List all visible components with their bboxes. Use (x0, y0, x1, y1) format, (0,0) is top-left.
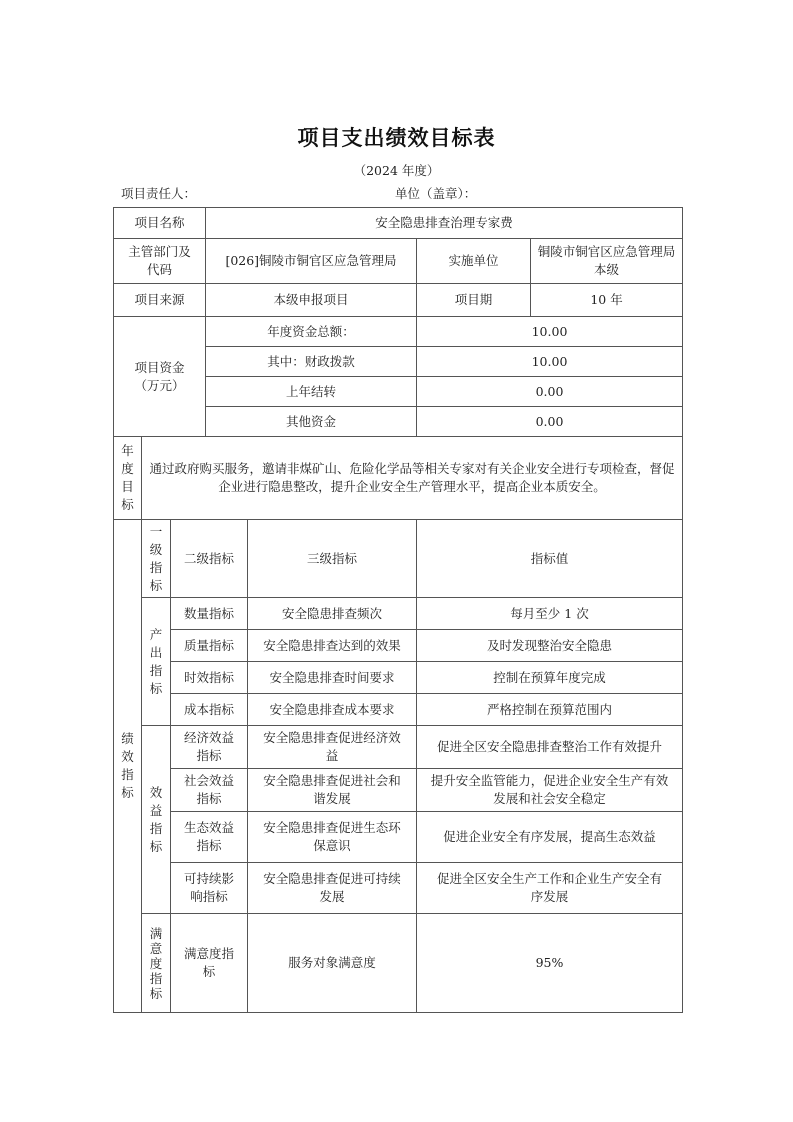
label-char: 指 (149, 662, 163, 678)
label-char: 标 (149, 985, 163, 1001)
performance-target-table (113, 207, 683, 1013)
level2-cell: 成本指标 (171, 694, 248, 726)
dept-label (114, 239, 206, 284)
level3-line: 安全隐患排查促进生态环 (263, 820, 401, 835)
fund-item-label: 其中：财政拨款 (206, 347, 417, 377)
level3-cell: 服务对象满意度 (248, 914, 417, 1013)
label-char: 指 (149, 820, 163, 836)
level2-line: 响指标 (190, 889, 228, 904)
level3-cell: 安全隐患排查频次 (248, 598, 417, 630)
value-line: 促进全区安全生产工作和企业生产安全有 (437, 871, 663, 886)
label-char: 标 (121, 785, 134, 800)
level3-line: 安全隐患排查促进可持续 (263, 871, 401, 886)
unit-seal-label: 单位（盖章）： (395, 186, 477, 201)
label-char: 度 (149, 955, 163, 971)
satisfaction-indicator-label (142, 914, 171, 1013)
level3-line: 安全隐患排查促进经济效 (263, 730, 401, 745)
level2-line: 标 (202, 964, 216, 979)
output-indicator-row (114, 598, 683, 630)
funds-label-line2: （万元） (134, 377, 185, 393)
label-char: 年 (121, 443, 134, 458)
level3-line: 保意识 (313, 838, 351, 853)
value-cell: 控制在预算年度完成 (417, 662, 683, 694)
fund-item-label: 上年结转 (206, 377, 417, 407)
value-cell (417, 726, 683, 769)
level2-cell: 时效指标 (171, 662, 248, 694)
label-char: 指 (121, 767, 134, 782)
period-label: 项目期 (417, 284, 531, 317)
level2-cell: 数量指标 (171, 598, 248, 630)
level2-cell (171, 769, 248, 812)
level2-line: 可持续影 (183, 871, 234, 886)
label-char: 出 (149, 644, 163, 660)
period-value: 10 年 (531, 284, 683, 317)
source-value: 本级申报项目 (206, 284, 417, 317)
funds-label (114, 317, 206, 437)
performance-label (114, 520, 142, 1013)
label-char: 一 (149, 523, 163, 539)
label-char: 标 (149, 680, 163, 696)
satisfaction-indicator-row (114, 914, 683, 1013)
dept-value: [026]铜陵市铜官区应急管理局 (206, 239, 417, 284)
value-line: 促进企业安全有序发展，提高生态效益 (443, 829, 656, 844)
value-header: 指标值 (417, 520, 683, 598)
project-name-value: 安全隐患排查治理专家费 (206, 208, 683, 239)
level3-header: 三级指标 (248, 520, 417, 598)
dept-label-line1: 主管部门及 (128, 244, 191, 259)
annual-goal-text: 通过政府购买服务，邀请非煤矿山、危险化学品等相关专家对有关企业安全进行专项检查，督促企业进行隐患整改，提升企业安全生产管理水平，提高企业本质安全。 (142, 437, 683, 520)
dept-row (114, 239, 683, 284)
impl-unit-line1: 铜陵市铜官区应急管理局 (537, 244, 676, 259)
fund-item-value: 0.00 (417, 377, 683, 407)
fund-row (114, 317, 683, 347)
fund-item-label: 其他资金 (206, 407, 417, 437)
fund-item-value: 0.00 (417, 407, 683, 437)
dept-label-line2: 代码 (146, 262, 172, 277)
output-indicator-row (114, 694, 683, 726)
value-cell: 每月至少 1 次 (417, 598, 683, 630)
indicator-header-row (114, 520, 683, 598)
level2-header: 二级指标 (171, 520, 248, 598)
value-line: 序发展 (530, 889, 569, 904)
output-indicator-row (114, 662, 683, 694)
level3-line: 发展 (319, 889, 345, 904)
benefit-indicator-row (114, 769, 683, 812)
label-char: 标 (149, 838, 163, 854)
label-char: 意 (149, 940, 163, 956)
source-label: 项目来源 (114, 284, 206, 317)
value-cell: 及时发现整治安全隐患 (417, 630, 683, 662)
benefit-indicator-row (114, 726, 683, 769)
project-name-label: 项目名称 (114, 208, 206, 239)
level3-cell (248, 726, 417, 769)
label-char: 产 (149, 626, 163, 642)
label-char: 指 (149, 559, 163, 575)
label-char: 目 (121, 479, 134, 494)
level2-line: 指标 (196, 748, 222, 763)
value-line: 发展和社会安全稳定 (493, 791, 606, 806)
fund-item-value: 10.00 (417, 317, 683, 347)
level2-cell (171, 863, 248, 914)
value-cell: 严格控制在预算范围内 (417, 694, 683, 726)
level2-cell (171, 914, 248, 1013)
label-char: 标 (149, 577, 163, 593)
impl-unit-value (531, 239, 683, 284)
label-char: 标 (121, 497, 134, 512)
level1-header (142, 520, 171, 598)
level3-cell (248, 812, 417, 863)
fund-item-label: 年度资金总额： (206, 317, 417, 347)
level2-cell: 质量指标 (171, 630, 248, 662)
level2-line: 指标 (196, 791, 222, 806)
label-char: 效 (121, 749, 134, 764)
level2-cell (171, 812, 248, 863)
level2-line: 指标 (196, 838, 222, 853)
level3-line: 谐发展 (313, 791, 351, 806)
level3-line: 益 (325, 748, 339, 763)
value-cell (417, 812, 683, 863)
level2-line: 社会效益 (183, 773, 234, 788)
label-char: 级 (149, 541, 163, 557)
value-line: 提升安全监管能力，促进企业安全生产有效 (430, 773, 669, 788)
label-char: 指 (149, 970, 163, 986)
value-cell (417, 863, 683, 914)
value-line: 促进全区安全隐患排查整治工作有效提升 (437, 739, 663, 754)
label-char: 满 (149, 925, 163, 941)
responsible-person-label: 项目责任人： (121, 186, 197, 201)
label-char: 益 (149, 802, 163, 818)
level2-line: 生态效益 (183, 820, 234, 835)
level2-line: 满意度指 (183, 946, 234, 961)
level3-cell: 安全隐患排查达到的效果 (248, 630, 417, 662)
level3-line: 安全隐患排查促进社会和 (263, 773, 401, 788)
year-label: （2024 年度） (353, 163, 440, 178)
output-indicator-label (142, 598, 171, 726)
benefit-indicator-row (114, 812, 683, 863)
level3-cell: 安全隐患排查成本要求 (248, 694, 417, 726)
project-name-row (114, 208, 683, 239)
value-cell: 95% (417, 914, 683, 1013)
benefit-indicator-row (114, 863, 683, 914)
funds-label-line1: 项目资金 (134, 359, 185, 375)
level3-cell (248, 863, 417, 914)
source-row (114, 284, 683, 317)
annual-goal-row (114, 437, 683, 520)
level3-cell (248, 769, 417, 812)
impl-unit-label: 实施单位 (417, 239, 531, 284)
benefit-indicator-label (142, 726, 171, 914)
output-indicator-row (114, 630, 683, 662)
page-title: 项目支出绩效目标表 (297, 126, 496, 150)
fund-item-value: 10.00 (417, 347, 683, 377)
label-char: 绩 (121, 731, 134, 746)
label-char: 效 (149, 784, 163, 800)
level2-line: 经济效益 (183, 730, 234, 745)
impl-unit-line2: 本级 (594, 262, 620, 277)
value-cell (417, 769, 683, 812)
level3-cell: 安全隐患排查时间要求 (248, 662, 417, 694)
annual-goal-label (114, 437, 142, 520)
level2-cell (171, 726, 248, 769)
label-char: 度 (121, 461, 134, 476)
